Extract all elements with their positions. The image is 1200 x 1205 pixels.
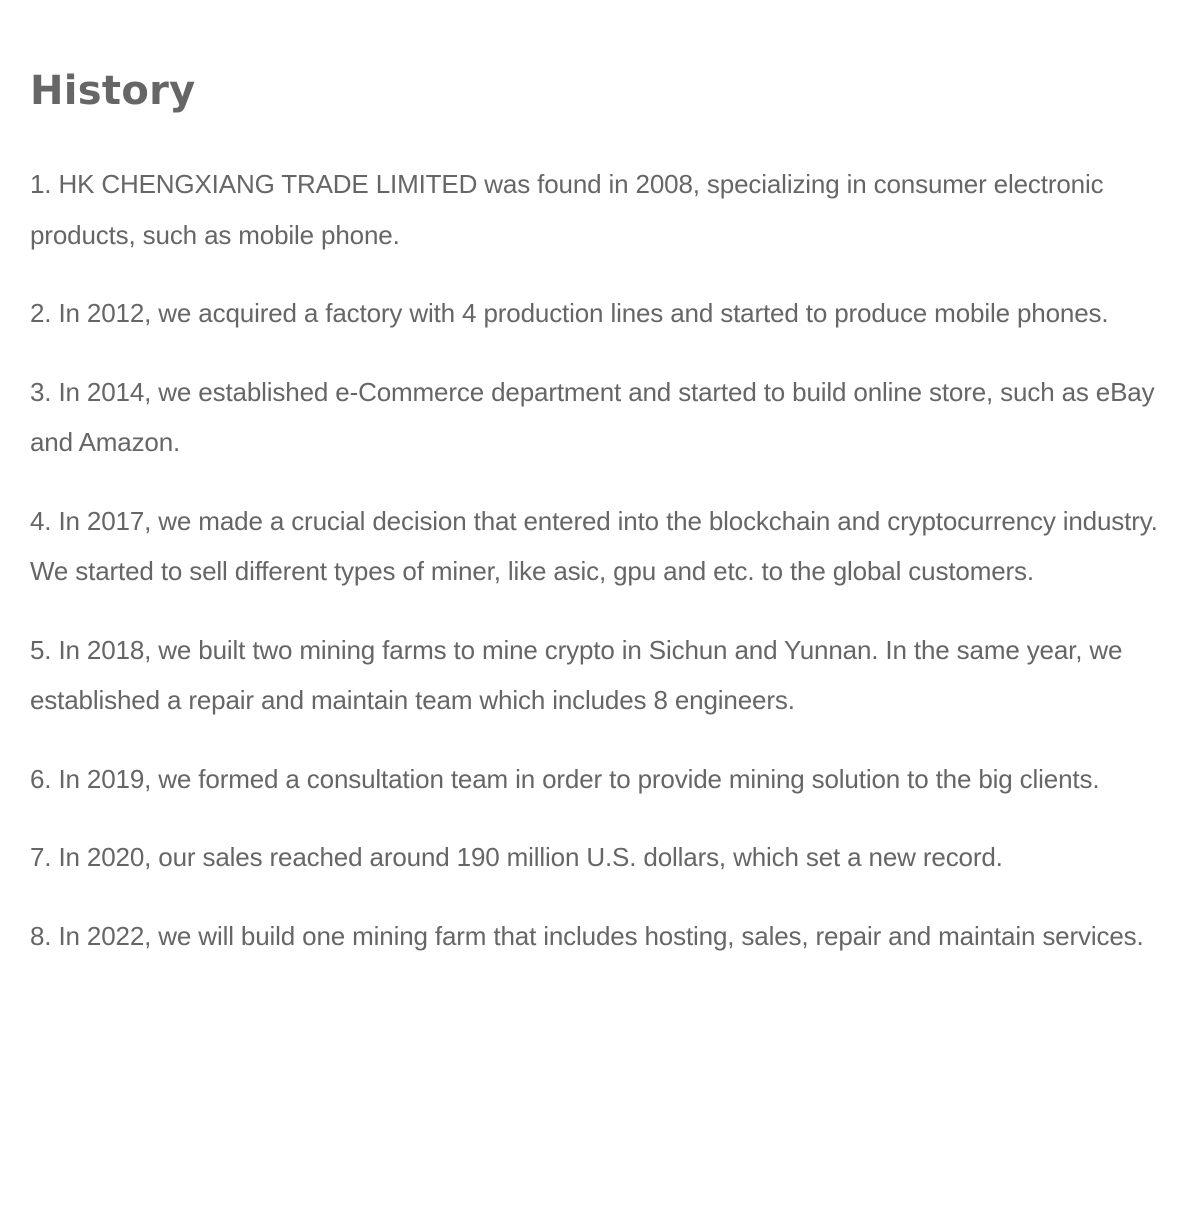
history-item: 2. In 2012, we acquired a factory with 4 production lines and started to produce mobile phones.	[30, 298, 1109, 328]
section-title: History	[30, 68, 196, 114]
history-item: 6. In 2019, we formed a consultation team in order to provide mining solution to the big clients.	[30, 763, 1100, 794]
history-item: 8. In 2022, we will build one mining farm that includes hosting, sales, repair and maintain services.	[30, 920, 1144, 951]
history-list	[30, 159, 1170, 961]
history-item: 3. In 2014, we established e-Commerce department and started to build online store, such as eBay and Amazon.	[30, 376, 1155, 457]
history-item: 4. In 2017, we made a crucial decision that entered into the blockchain and cryptocurrency industry. We started to sell different types of miner, like asic, gpu and etc. to the global customers.	[30, 505, 1158, 586]
history-item: 1. HK CHENGXIANG TRADE LIMITED was found in 2008, specializing in consumer electronic products, such as mobile phone.	[30, 169, 1104, 250]
history-item: 7. In 2020, our sales reached around 190 million U.S. dollars, which set a new record.	[30, 842, 1003, 872]
history-item: 5. In 2018, we built two mining farms to mine crypto in Sichun and Yunnan. In the same year, we established a repair and maintain team which includes 8 engineers.	[30, 634, 1123, 715]
